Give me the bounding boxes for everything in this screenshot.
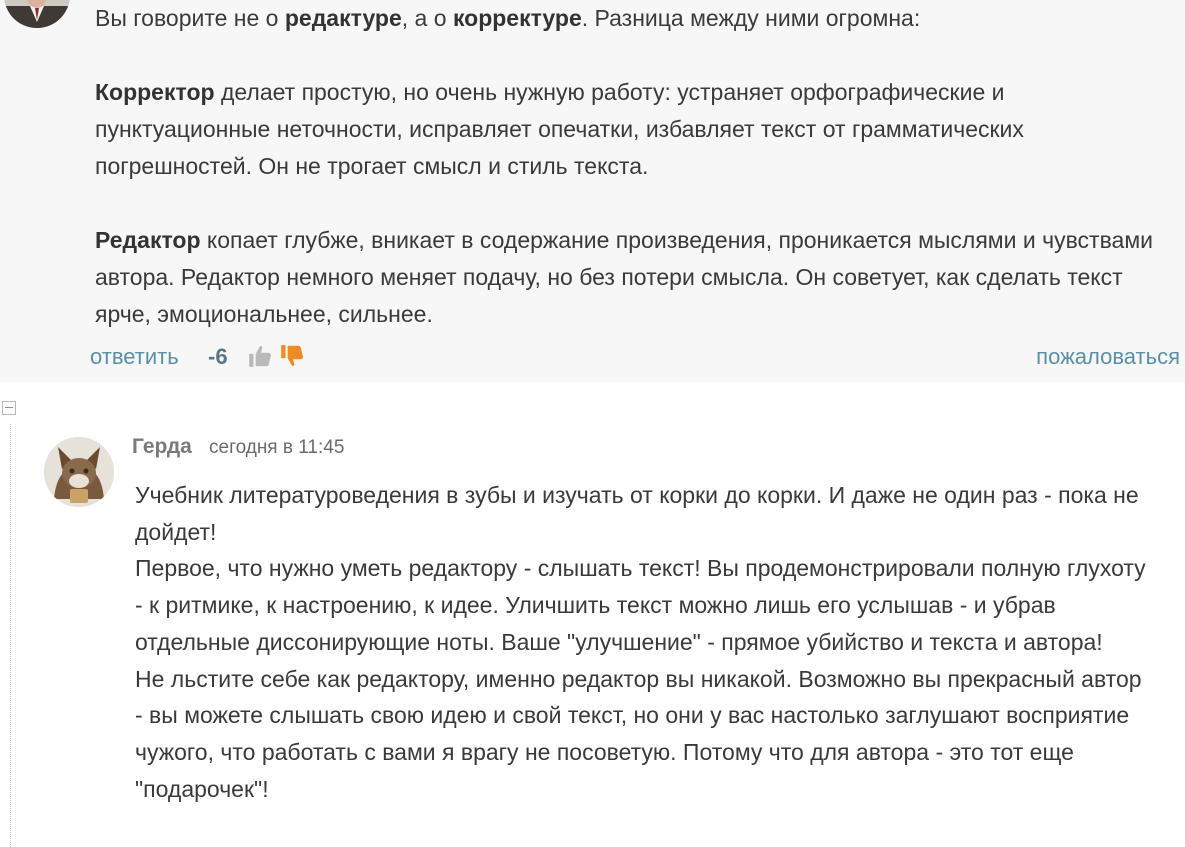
reply-link[interactable]: ответить bbox=[90, 344, 179, 369]
comment-parent bbox=[0, 0, 1185, 382]
thread-line bbox=[10, 424, 11, 847]
comment-paragraph: Учебник литературоведения в зубы и изучать от корки до корки. И даже не один раз - пока не дойдет! bbox=[135, 482, 1139, 545]
emphasis-proofreading: корректуре bbox=[452, 5, 582, 31]
collapse-thread-icon[interactable] bbox=[2, 401, 16, 415]
comment-actions bbox=[90, 341, 1180, 375]
comment-intro: Вы говорите не о редактуре, а о корректуре. Разница между ними огромна: bbox=[95, 5, 921, 31]
editor-paragraph: Редактор копает глубже, вникает в содержание произведения, проникается мыслями и чувствами автора. Редактор немного меняет подачу, но без потери смысла. Он советует, как сделать текст ярче, эмоциональнее, сильнее. bbox=[95, 227, 1153, 327]
avatar[interactable] bbox=[4, 0, 70, 28]
comment-text bbox=[135, 477, 1150, 807]
author-name[interactable]: Герда bbox=[132, 435, 192, 458]
comment-timestamp[interactable]: сегодня в 11:45 bbox=[209, 437, 345, 458]
emphasis-editing: редактуре bbox=[284, 5, 402, 31]
editor-term: Редактор bbox=[95, 227, 201, 253]
comment-paragraph: Не льстите себе как редактору, именно редактор вы никакой. Возможно вы прекрасный автор - вы можете слышать свою идею и свой текст, но они у вас настолько заглушают восприятие чужого, что работать с вами я врагу не посоветую. Потому что для автора - это тот еще "подарочек"! bbox=[135, 665, 1142, 802]
corrector-paragraph: Корректор делает простую, но очень нужную работу: устраняет орфографические и пунктуационные неточности, исправляет опечатки, избавляет текст от грамматических погрешностей. Он не трогает смысл и стиль текста. bbox=[95, 79, 1024, 179]
comment-text bbox=[95, 0, 1180, 333]
corrector-term: Корректор bbox=[95, 79, 215, 105]
vote-score: -6 bbox=[208, 344, 228, 369]
avatar[interactable] bbox=[44, 437, 114, 507]
comment-paragraph: Первое, что нужно уметь редактору - слышать текст! Вы продемонстрировали полную глухоту - к ритмике, к настроению, к идее. Уличшить текст можно лишь его услышав - и убрав отдельные диссонирующие ноты. Ваше "улучшение" - прямое убийство и текста и автора! bbox=[135, 555, 1146, 655]
thumbs-down-icon[interactable] bbox=[279, 343, 305, 375]
report-link[interactable]: пожаловаться bbox=[1036, 344, 1180, 369]
thumbs-up-icon[interactable] bbox=[247, 343, 273, 375]
